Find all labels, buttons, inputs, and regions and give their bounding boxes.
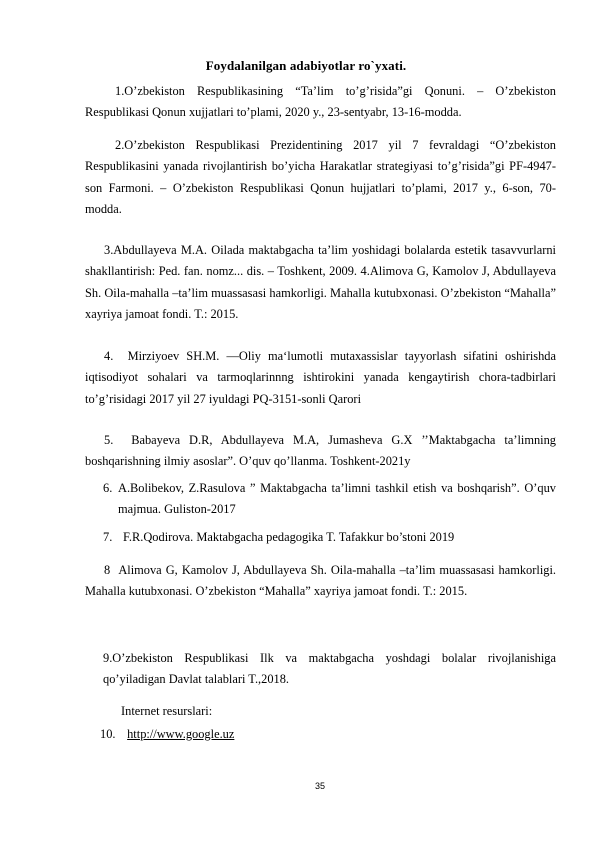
reference-item-6 (103, 478, 556, 521)
reference-text: O’zbekiston Respublikasining “Ta’lim to’g’risida”gi Qonuni. – O’zbekiston Respublikasi Qonun xujjatlari to’plami, 2020 y., 23-sentyabr, 13-16-modda. (85, 84, 556, 120)
reference-number: 7. (103, 530, 113, 544)
reference-number: 8 (104, 563, 111, 577)
reference-number: 9. (103, 651, 113, 665)
reference-text: F.R.Qodirova. Maktabgacha pedagogika T. Tafakkur bo’stoni 2019 (123, 530, 455, 544)
internet-resources-label: Internet resurslari: (121, 704, 213, 718)
reference-item-5 (85, 430, 556, 473)
reference-item-8 (85, 560, 556, 603)
reference-number: 10. (100, 727, 116, 741)
page-title: Foydalanilgan adabiyotlar ro`yxati. (205, 58, 407, 73)
reference-number: 4. (104, 349, 114, 363)
reference-text: O’zbekiston Respublikasi Prezidentining 2017 yil 7 fevraldagi “O’zbekiston Respublikasini yanada rivojlantirish bo’yicha Harakatlar strategiyasi to’g’risida”gi PF-4947-son Farmoni. – O’zbekiston Respublikasi Qonun hujjatlari to’plami, 2017 y., 6-son, 70-modda. (85, 138, 556, 216)
google-link[interactable]: http://www.google.uz (127, 727, 235, 741)
reference-text: Babayeva D.R, Abdullayeva M.A, Jumasheva G.X ’’Maktabgacha ta’limning boshqarishning ilmiy asoslar”. O’quv qo’llanma. Toshkent-2021y (85, 433, 556, 469)
reference-item-3 (85, 240, 556, 325)
reference-number: 6. (103, 481, 113, 495)
page-number: 35 (314, 781, 325, 791)
reference-number: 2. (115, 138, 125, 152)
reference-number: 5. (104, 433, 114, 447)
reference-item-2 (85, 135, 556, 220)
reference-number: 1. (115, 84, 125, 98)
reference-text: O’zbekiston Respublikasi Ilk va maktabgacha yoshdagi bolalar rivojlanishiga qo’yiladigan Davlat talablari T.,2018. (103, 651, 556, 687)
reference-item-1 (85, 81, 556, 124)
reference-item-9 (103, 648, 556, 691)
reference-item-4 (85, 346, 556, 410)
reference-item-10 (100, 727, 234, 742)
reference-text: Abdullayeva M.A. Oilada maktabgacha ta’lim yoshidagi bolalarda estetik tasavvurlarni shakllantirish: Ped. fan. nomz... dis. – Toshkent, 2009. 4.Alimova G, Kamolov J, Abdullayeva Sh. Oila-mahalla –ta’lim muassasasi hamkorligi. Mahalla kutubxonasi. O’zbekiston “Mahalla” xayriya jamoat fondi. T.: 2015. (85, 243, 556, 321)
reference-text: Mirziyoev SH.M. ―Oliy ma‘lumotli mutaxassislar tayyorlash sifatini oshirishda iqtisodiyot sohalari va tarmoqlarinnng ishtirokini yanada kengaytirish chora-tadbirlari to’g’risidagi 2017 yil 27 iyuldagi PQ-3151-sonli Qarori (85, 349, 556, 406)
reference-text: A.Bolibekov, Z.Rasulova ” Maktabgacha ta’limni tashkil etish va boshqarish”. O’quv majmua. Guliston-2017 (118, 481, 556, 517)
reference-item-7 (103, 527, 556, 548)
reference-number: 3. (104, 243, 114, 257)
reference-text: Alimova G, Kamolov J, Abdullayeva Sh. Oila-mahalla –ta’lim muassasasi hamkorligi. Mahalla kutubxonasi. O’zbekiston “Mahalla” xayriya jamoat fondi. T.: 2015. (85, 563, 556, 599)
